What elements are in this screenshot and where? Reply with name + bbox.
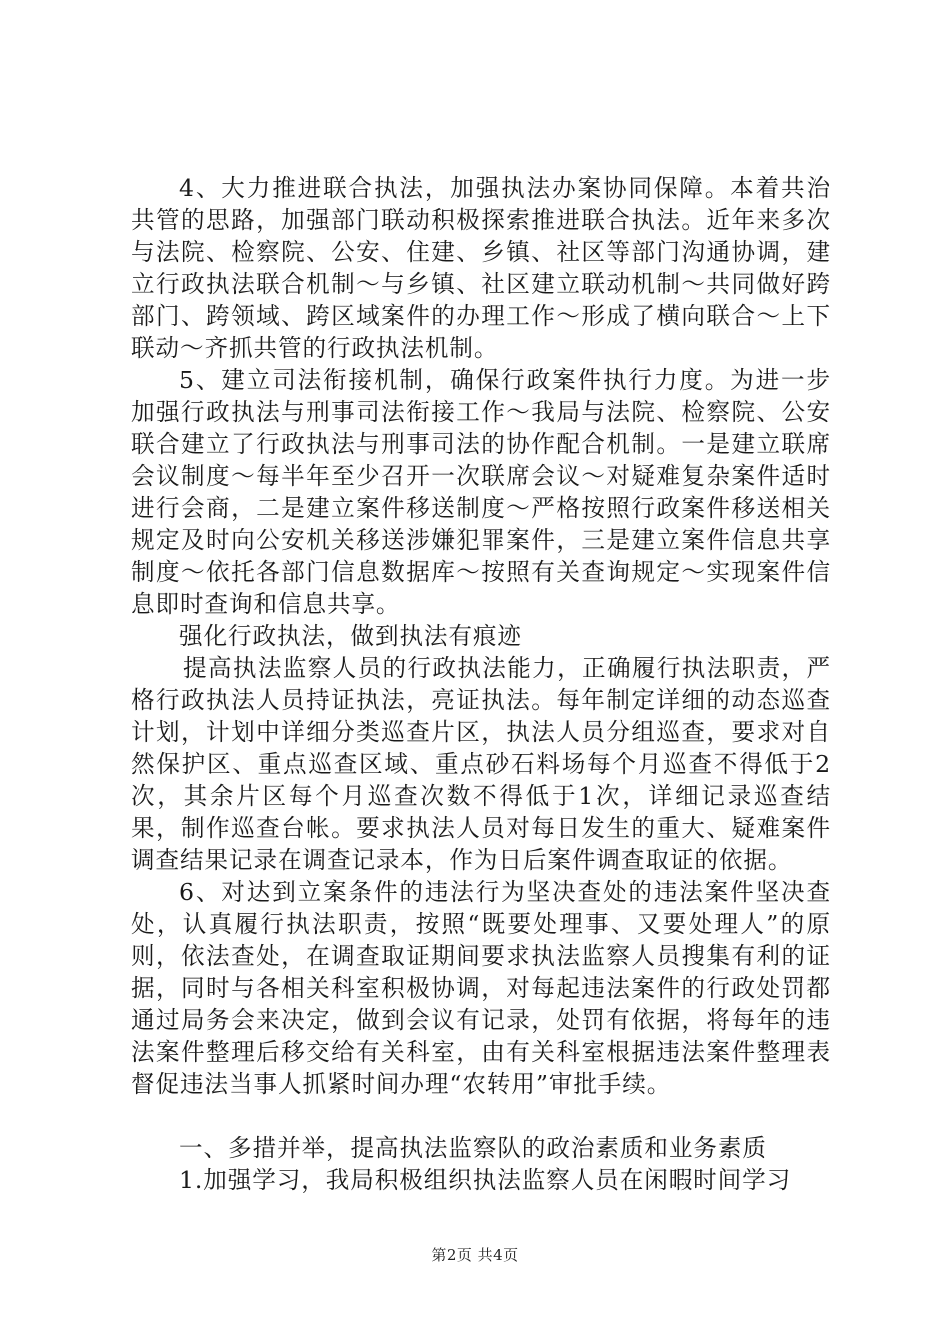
document-body — [131, 172, 831, 1196]
paragraph-patrol-plan: 提高执法监察人员的行政执法能力，正确履行执法职责，严格行政执法人员持证执法，亮证执法。每年制定详细的动态巡查计划，计划中详细分类巡查片区，执法人员分组巡查，要求对自然保护区、重点巡查区域、重点砂石料场每个月巡查不得低于2次，其余片区每个月巡查次数不得低于1次，详细记录巡查结果，制作巡查台帐。要求执法人员对每日发生的重大、疑难案件调查结果记录在调查记录本，作为日后案件调查取证的依据。 — [131, 654, 831, 874]
paragraph-judicial-link: 5、建立司法衔接机制，确保行政案件执行力度。为进一步加强行政执法与刑事司法衔接工作～我局与法院、检察院、公安联合建立了行政执法与刑事司法的协作配合机制。一是建立联席会议制度～每半年至少召开一次联席会议～对疑难复杂案件适时进行会商，二是建立案件移送制度～严格按照行政案件移送相关规定及时向公安机关移送涉嫌犯罪案件，三是建立案件信息共享制度～依托各部门信息数据库～按照有关查询规定～实现案件信息即时查询和信息共享。 — [131, 366, 831, 618]
paragraph-case-handling: 6、对达到立案条件的违法行为坚决查处的违法案件坚决查处，认真履行执法职责，按照“既要处理事、又要处理人”的原则，依法查处，在调查取证期间要求执法监察人员搜集有利的证据，同时与各相关科室积极协调，对每起违法案件的行政处罚都通过局务会来决定，做到会议有记录，处罚有依据，将每年的违法案件整理后移交给有关科室，由有关科室根据违法案件整理表督促违法当事人抓紧时间办理“农转用”审批手续。 — [131, 878, 831, 1098]
page-number-footer: 第2页 共4页 — [431, 1246, 519, 1264]
section-heading-enforcement: 强化行政执法，做到执法有痕迹 — [179, 622, 522, 650]
section-heading-quality: 一、多措并举，提高执法监察队的政治素质和业务素质 — [179, 1134, 767, 1162]
paragraph-spacer — [131, 1100, 831, 1132]
paragraph-joint-enforcement: 4、大力推进联合执法，加强执法办案协同保障。本着共治共管的思路，加强部门联动积极探索推进联合执法。近年来多次与法院、检察院、公安、住建、乡镇、社区等部门沟通协调，建立行政执法联合机制～与乡镇、社区建立联动机制～共同做好跨部门、跨领域、跨区域案件的办理工作～形成了横向联合～上下联动～齐抓共管的行政执法机制。 — [131, 174, 831, 362]
paragraph-study: 1.加强学习，我局积极组织执法监察人员在闲暇时间学习 — [179, 1166, 792, 1194]
